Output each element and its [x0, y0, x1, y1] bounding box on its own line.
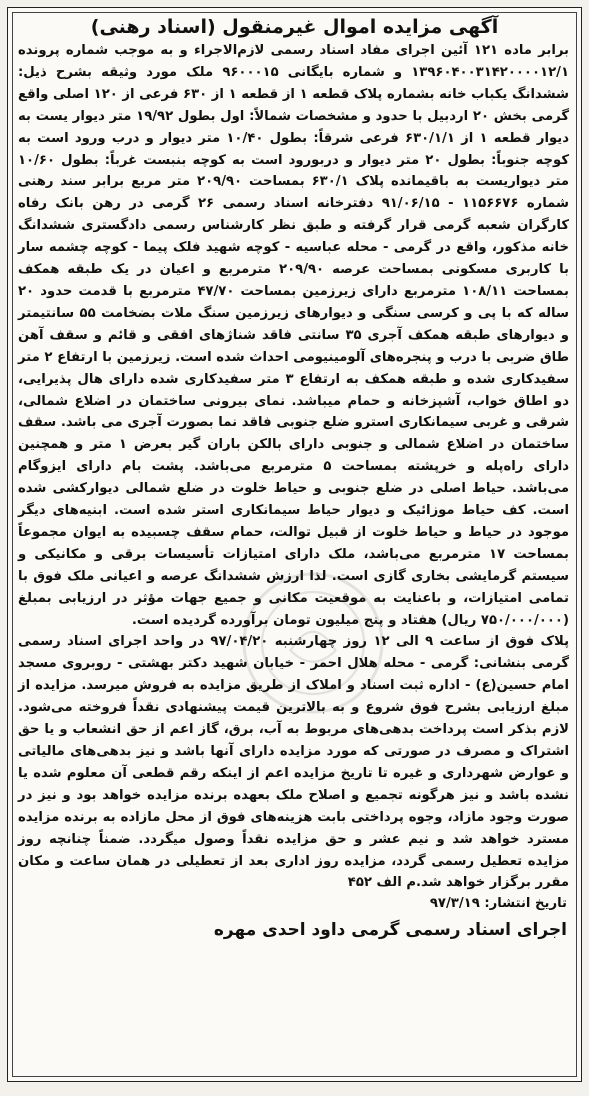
signature: اجرای اسناد رسمی گرمی داود احدی مهره	[213, 920, 567, 941]
office-seal-icon	[238, 568, 388, 718]
notice-paragraph-property: برابر ماده ۱۲۱ آئین اجرای مفاد اسناد رسمی لازم‌الاجراء و به موجب شماره پرونده ۱۳۹۶۰۴۰۰۳۱۴۲۰۰۰۰۱۲/۱ و شماره بایگانی ۹۶۰۰۰۱۵ ملک مورد وثیقه بشرح ذیل: ششدانگ یکباب خانه بشماره پلاک قطعه ۱ از قطعه ۱ از ۶۳۰ فرعی از ۱۲۰ اصلی واقع گرمی بخش ۲۰ اردبیل با حدود و مشخصات شمالاً: اول بطول ۱۹/۹۲ متر دیوار یست به دیوار قطعه ۱ از ۶۳۰/۱/۱ فرعی شرقاً: بطول ۱۰/۴۰ متر دیوار و درب ورود است به کوچه جنوباً: بطول ۲۰ متر دیوار و دربورود است به کوچه بنبست غرباً: بطول ۱۰/۶۰ متر دیواریست به باقیمانده پلاک ۶۳۰/۱ بمساحت ۲۰۹/۹۰ متر مربع برابر سند رهنی شماره ۱۱۵۶۶۷۶ - ۹۱/۰۶/۱۵ دفترخانه اسناد رسمی ۲۶ گرمی در رهن بانک رفاه کارگران شعبه گرمی قرار گرفته و طبق نظر کارشناس رسمی دادگستری ششدانگ خانه مذکور، واقع در گرمی - محله عباسیه - کوچه شهید فلک پیما - کوچه چشمه سار با کاربری مسکونی بمساحت عرصه ۲۰۹/۹۰ مترمربع و اعیان در یک طبقه همکف بمساحت ۱۰۸/۱۱ مترمربع دارای زیرزمین بمساحت ۴۷/۷۰ مترمربع با قدمت حدود ۲۰ ساله که با پی و کرسی سنگی و دیوارهای زیرزمین سنگ ملات بضخامت ۵۵ سانتیمتر و دیوارهای طبقه همکف آجری ۳۵ سانتی فاقد شناژهای افقی و قائم و سقف آهن طاق ضربی با درب و پنجره‌های آلومینیومی احداث شده است. زیرزمین با ارتفاع ۲ متر سفیدکاری شده و طبقه همکف به ارتفاع ۳ متر سفیدکاری شده دارای هال پذیرایی، دو اطاق خواب، آشپزخانه و حمام میباشد. نمای بیرونی ساختمان در اضلاع شمالی، شرقی و غربی سیمانکاری استرو ضلع جنوبی فاقد نما بصورت آجری می باشد. سقف ساختمان در اضلاع شمالی و جنوبی دارای بالکن باران گیر بعرض ۱ متر و همچنین دارای راه‌پله و خرپشته بمساحت ۵ مترمربع می‌باشد. پشت بام دارای ایزوگام می‌باشد. حیاط اصلی در ضلع جنوبی و حیاط خلوت در ضلع شمالی دیوارکشی شده است. کف حیاط موزائیک و دیوار حیاط سیمانکاری استر شده است. ابنیه‌های دیگر موجود در حیاط و حیاط خلوت از قبیل توالت، حمام سقف چسبیده به ایوان مجموعاً بمساحت ۱۷ مترمربع می‌باشد، ملک دارای امتیازات تأسیسات برقی و مکانیکی و سیستم گرمایشی بخاری گازی است. لذا ارزش ششدانگ عرصه و اعیانی ملک فوق با تمامی امتیازات، و باعنایت به موقعیت مکانی و جمیع جهات مؤثر در ارزیابی بمبلغ (۷۵۰/۰۰۰/۰۰۰ ریال) هفتاد و پنج میلیون تومان برآورده گردیده است.	[18, 43, 570, 628]
notice-page	[7, 7, 582, 1082]
publish-date: تاریخ انتشار: ۹۷/۳/۱۹	[429, 896, 567, 912]
notice-border	[12, 12, 577, 1077]
notice-title: آگهی مزایده اموال غیرمنقول (اسناد رهنی)	[90, 16, 499, 38]
notice-paragraph-auction: پلاک فوق از ساعت ۹ الی ۱۲ روز چهارشنبه ۹۷/۰۴/۲۰ در واحد اجرای اسناد رسمی گرمی بنشانی: گرمی - محله هلال احمر - خیابان شهید دکتر بهشتی - روبروی مسجد امام حسین(ع) - اداره ثبت اسناد و املاک از طریق مزایده به فروش میرسد. مزایده از مبلغ ارزیابی بشرح فوق شروع و به بالاترین قیمت پیشنهادی نقداً فروخته می‌شود. لازم بذکر است پرداخت بدهی‌های مربوط به آب، برق، گاز اعم از حق انشعاب و یا حق اشتراک و مصرف در صورتی که مورد مزایده دارای آنها باشد و نیز بدهی‌های مالیاتی و عوارض شهرداری و غیره تا تاریخ مزایده اعم از اینکه رقم قطعی آن معلوم شده یا نشده باشد و نیز هرگونه تجمیع و اصلاح ملک بعهده برنده مزایده خواهد بود و نیز در صورت وجود مازاد، وجوه پرداختی بابت هزینه‌های فوق از محل مازاده به برنده مزایده مسترد خواهد شد و نیم عشر و حق مزایده نقداً وصول میگردد. ضمناً چنانچه روز مزایده تعطیل رسمی گردد، مزایده روز اداری بعد از تعطیلی در همان ساعت و مکان مقرر برگزار خواهد شد.م الف ۴۵۲	[18, 634, 570, 891]
